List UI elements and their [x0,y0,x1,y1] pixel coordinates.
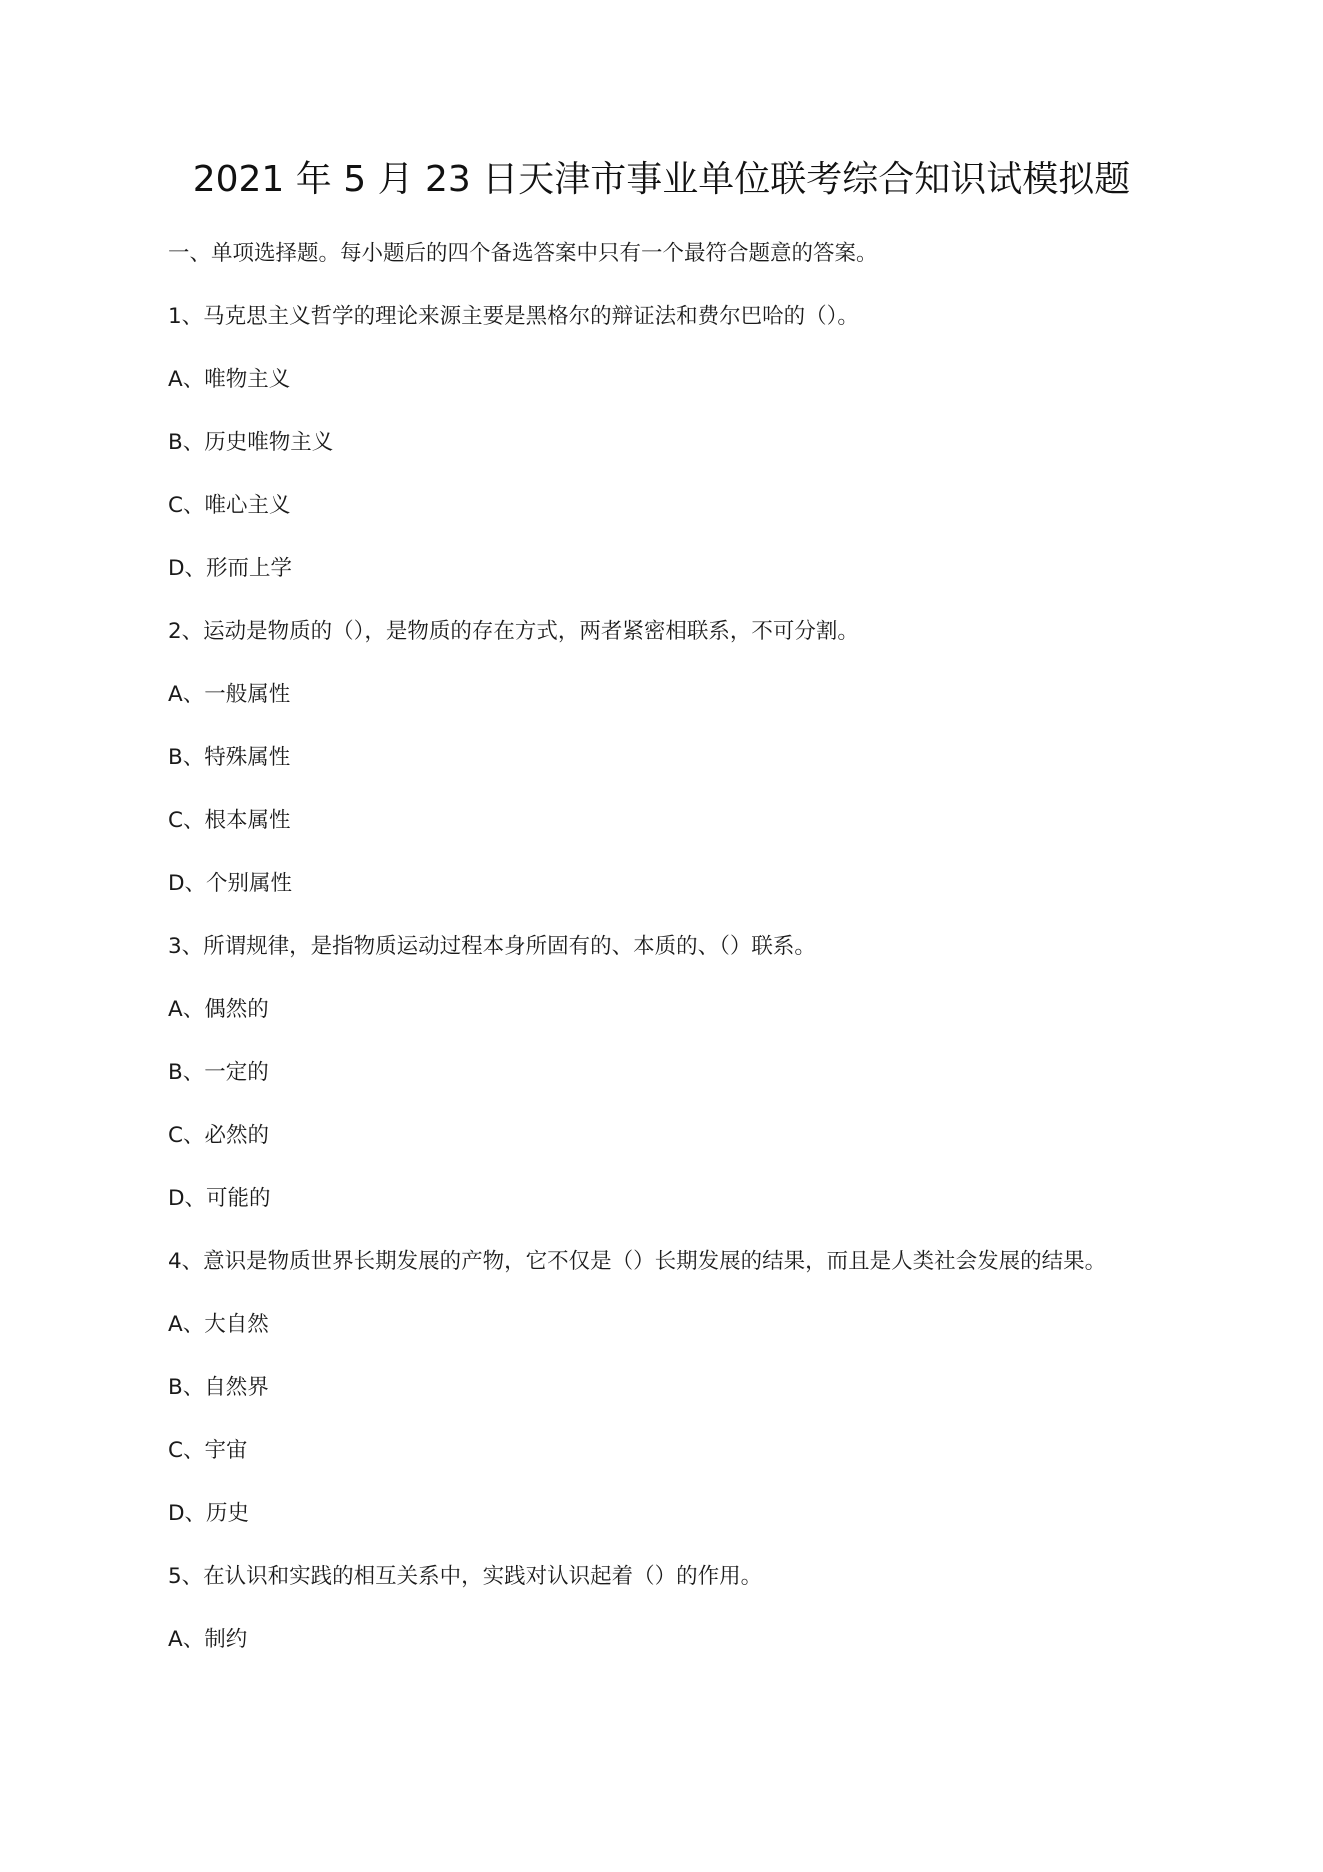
answer-option: C、宇宙 [168,1438,248,1463]
answer-option: D、形而上学 [168,556,293,581]
answer-option: A、唯物主义 [168,367,291,392]
answer-option: B、自然界 [168,1375,269,1400]
answer-option: A、一般属性 [168,682,291,707]
answer-option: A、制约 [168,1627,248,1652]
section-heading: 一、单项选择题。每小题后的四个备选答案中只有一个最符合题意的答案。 [168,241,878,266]
answer-option: D、可能的 [168,1186,271,1211]
question-stem: 5、在认识和实践的相互关系中，实践对认识起着（）的作用。 [168,1564,763,1589]
question-stem: 1、马克思主义哲学的理论来源主要是黑格尔的辩证法和费尔巴哈的（）。 [168,304,859,329]
answer-option: C、根本属性 [168,808,291,833]
answer-option: B、历史唯物主义 [168,430,334,455]
document-title: 2021 年 5 月 23 日天津市事业单位联考综合知识试模拟题 [192,159,1131,200]
answer-option: A、偶然的 [168,997,269,1022]
answer-option: B、特殊属性 [168,745,291,770]
answer-option: C、唯心主义 [168,493,291,518]
question-stem: 2、运动是物质的（），是物质的存在方式，两者紧密相联系，不可分割。 [168,619,859,644]
answer-option: D、历史 [168,1501,250,1526]
question-stem: 3、所谓规律，是指物质运动过程本身所固有的、本质的、（）联系。 [168,934,816,959]
answer-option: B、一定的 [168,1060,269,1085]
answer-option: C、必然的 [168,1123,270,1148]
question-stem: 4、意识是物质世界长期发展的产物，它不仅是（）长期发展的结果，而且是人类社会发展的结果。 [168,1249,1107,1274]
answer-option: A、大自然 [168,1312,269,1337]
answer-option: D、个别属性 [168,871,293,896]
